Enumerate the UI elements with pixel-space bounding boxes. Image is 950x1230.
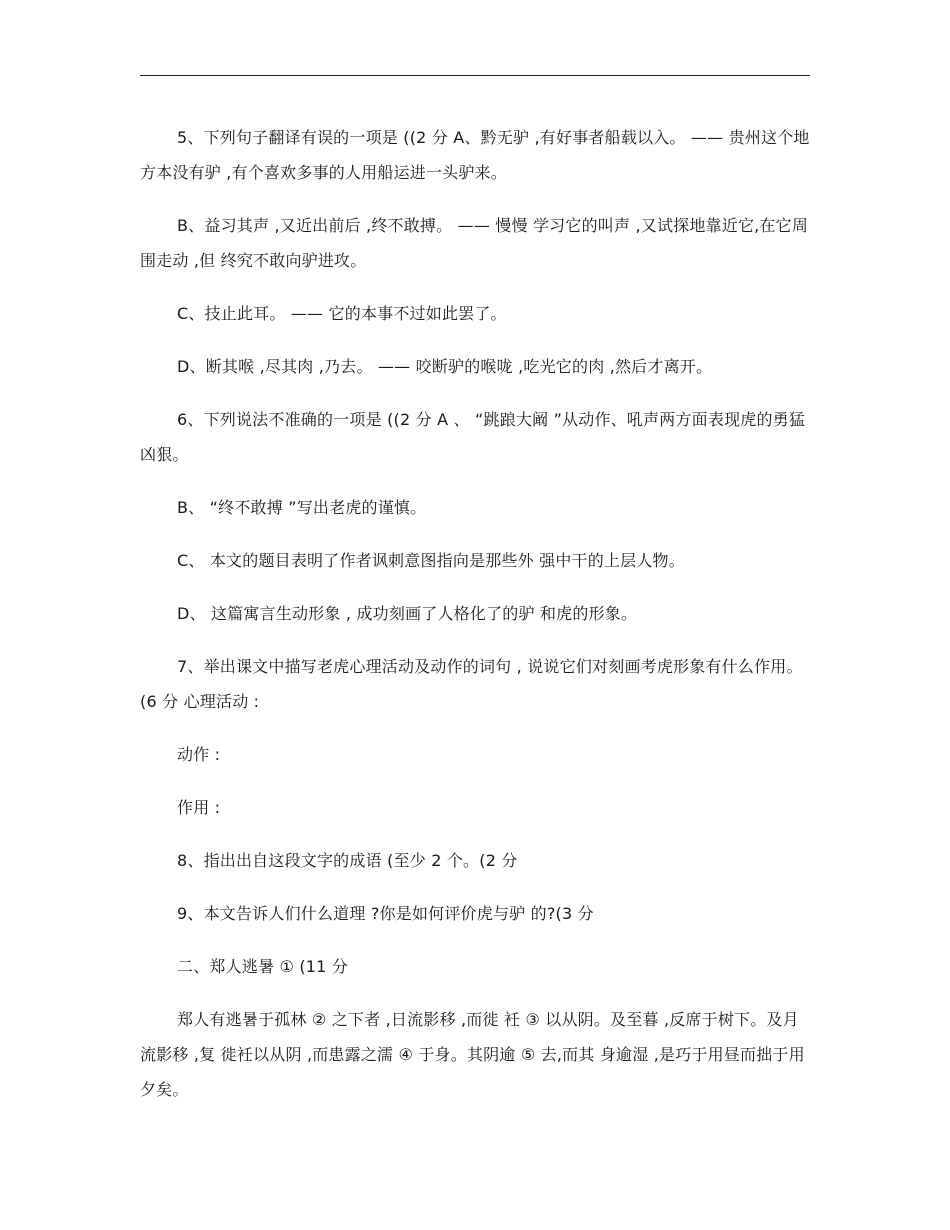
- passage-text: 郑人有逃暑于孤林 ② 之下者 ,日流影移 ,而徙 衽 ③ 以从阴。及至暮 ,反席于树下。及月流影移 ,复 徙衽以从阴 ,而患露之濡 ④ 于身。其阴逾 ⑤ 去,而其 身逾湿 ,是巧于用昼而拙于用夕矣。: [140, 1010, 805, 1099]
- question-9: 9、本文告诉人们什么道理 ?你是如何评价虎与驴 的?(3 分: [177, 904, 594, 923]
- document-body: [140, 120, 810, 1107]
- question-7: 7、举出课文中描写老虎心理活动及动作的词句 , 说说它们对刻画考虎形象有什么作用。 (6 分 心理活动 :: [140, 657, 803, 711]
- section-heading: 二、郑人逃暑 ① (11 分: [177, 957, 349, 976]
- option-5b: B、益习其声 ,又近出前后 ,终不敢搏。 —— 慢慢 学习它的叫声 ,又试探地靠近它,在它周围走动 ,但 终究不敢向驴进攻。: [140, 216, 809, 270]
- option-5d: D、断其喉 ,尽其肉 ,乃去。 —— 咬断驴的喉咙 ,吃光它的肉 ,然后才离开。: [177, 357, 713, 376]
- question-5: 5、下列句子翻译有误的一项是 ((2 分 A、黔无驴 ,有好事者船载以入。 —— 贵州这个地 方本没有驴 ,有个喜欢多事的人用船运进一头驴来。: [140, 128, 810, 182]
- answer-line-action: 动作 :: [177, 745, 221, 764]
- option-6b: B、 “终不敢搏 ”写出老虎的谨慎。: [177, 498, 427, 517]
- answer-line-effect: 作用 :: [177, 798, 221, 817]
- option-6d: D、 这篇寓言生动形象 , 成功刻画了人格化了的驴 和虎的形象。: [177, 604, 638, 623]
- question-6: 6、下列说法不准确的一项是 ((2 分 A 、 “跳踉大阚 ”从动作、吼声两方面表现虎的勇猛 凶狠。: [140, 410, 806, 464]
- option-6c: C、 本文的题目表明了作者讽刺意图指向是那些外 强中干的上层人物。: [177, 551, 685, 570]
- option-5c: C、技止此耳。 —— 它的本事不过如此罢了。: [177, 304, 507, 323]
- question-8: 8、指出出自这段文字的成语 (至少 2 个。(2 分: [177, 851, 518, 870]
- header-rule: [140, 75, 810, 76]
